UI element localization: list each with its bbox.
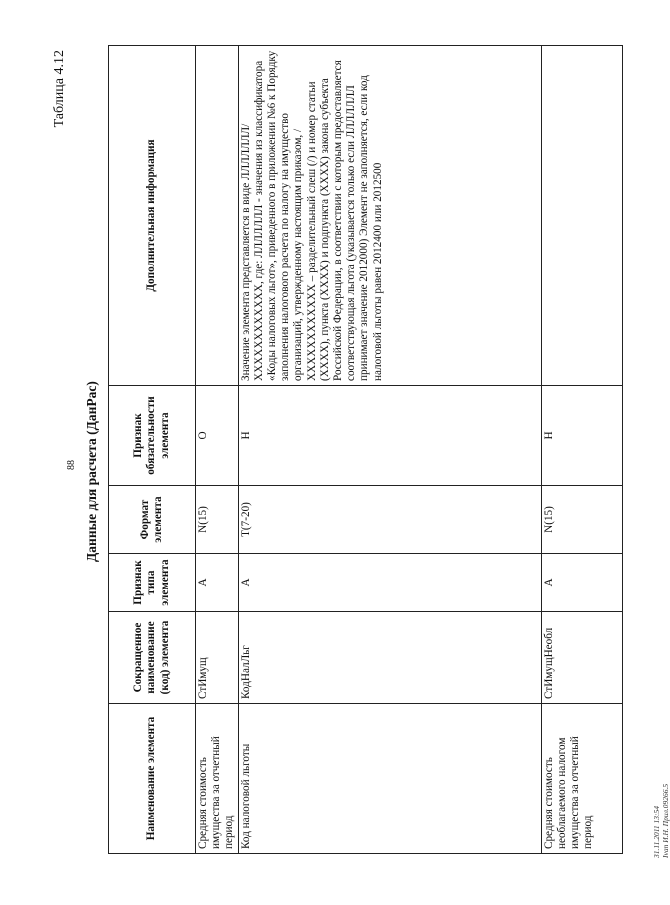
header-cell: Сокращенное наименование (код) элемента (109, 612, 196, 704)
element-code-cell: СтИмущ (196, 612, 239, 704)
element-info-cell (541, 46, 622, 386)
footer-timestamp: 31.11.2011 13:54 (652, 805, 661, 858)
element-info-cell (196, 46, 239, 386)
header-cell: Дополнительная информация (109, 46, 196, 386)
element-type-cell: А (196, 554, 239, 612)
element-name-cell: Средняя стоимость имущества за отчетный период (196, 704, 239, 854)
element-required-cell: Н (541, 386, 622, 486)
header-cell: Признак обязательности элемента (109, 386, 196, 486)
page-number: 88 (66, 460, 77, 470)
element-code-cell: КодНалЛьг (238, 612, 541, 704)
header-cell: Формат элемента (109, 486, 196, 554)
table-label: Таблица 4.12 (52, 50, 67, 128)
footer-file-ref: Ivan И.Н. Прил.09266.5 (661, 783, 670, 858)
element-format-cell: N(15) (196, 486, 239, 554)
table-row (541, 46, 622, 854)
table-title: Данные для расчета (ДанРас) (84, 381, 99, 562)
element-name-cell: Код налоговой льготы (238, 704, 541, 854)
element-type-cell: А (541, 554, 622, 612)
element-type-cell: А (238, 554, 541, 612)
table-row (196, 46, 239, 854)
element-required-cell: Н (238, 386, 541, 486)
header-cell: Признак типа элемента (109, 554, 196, 612)
document-footer (652, 784, 670, 858)
document-page (40, 42, 670, 862)
element-info-cell: Значение элемента представляется в виде ЛЛЛЛЛЛЛ/ХХХХХХХХХХХХ, где: ЛЛЛЛЛЛЛ - значения из классификатора «Коды налоговых льгот», приведенного в приложении №6 к Порядку заполнения налогового расчета по налогу на имущество организаций, утвержденному настоящим приказом, /ХХХХХХХХХХХХ – разделительный слеш (/) и номер статьи (ХХХХ), пункта (ХХХХ) и подпункта (ХХХХ) закона субъекта Российской Федерации, в соответствии с которым предоставляется соответствующая льгота (указывается только если ЛЛЛЛЛЛЛ принимает значение 2012000) Элемент не заполняется, если код налоговой льготы равен 2012400 или 2012500 (238, 46, 541, 386)
table-row (238, 46, 541, 854)
element-code-cell: СтИмущНеобл (541, 612, 622, 704)
element-name-cell: Средняя стоимость необлагаемого налогом имущества за отчетный период (541, 704, 622, 854)
data-table (108, 45, 623, 854)
element-format-cell: N(15) (541, 486, 622, 554)
header-cell: Наименование элемента (109, 704, 196, 854)
table-header-row (109, 46, 196, 854)
element-format-cell: T(7-20) (238, 486, 541, 554)
element-required-cell: О (196, 386, 239, 486)
